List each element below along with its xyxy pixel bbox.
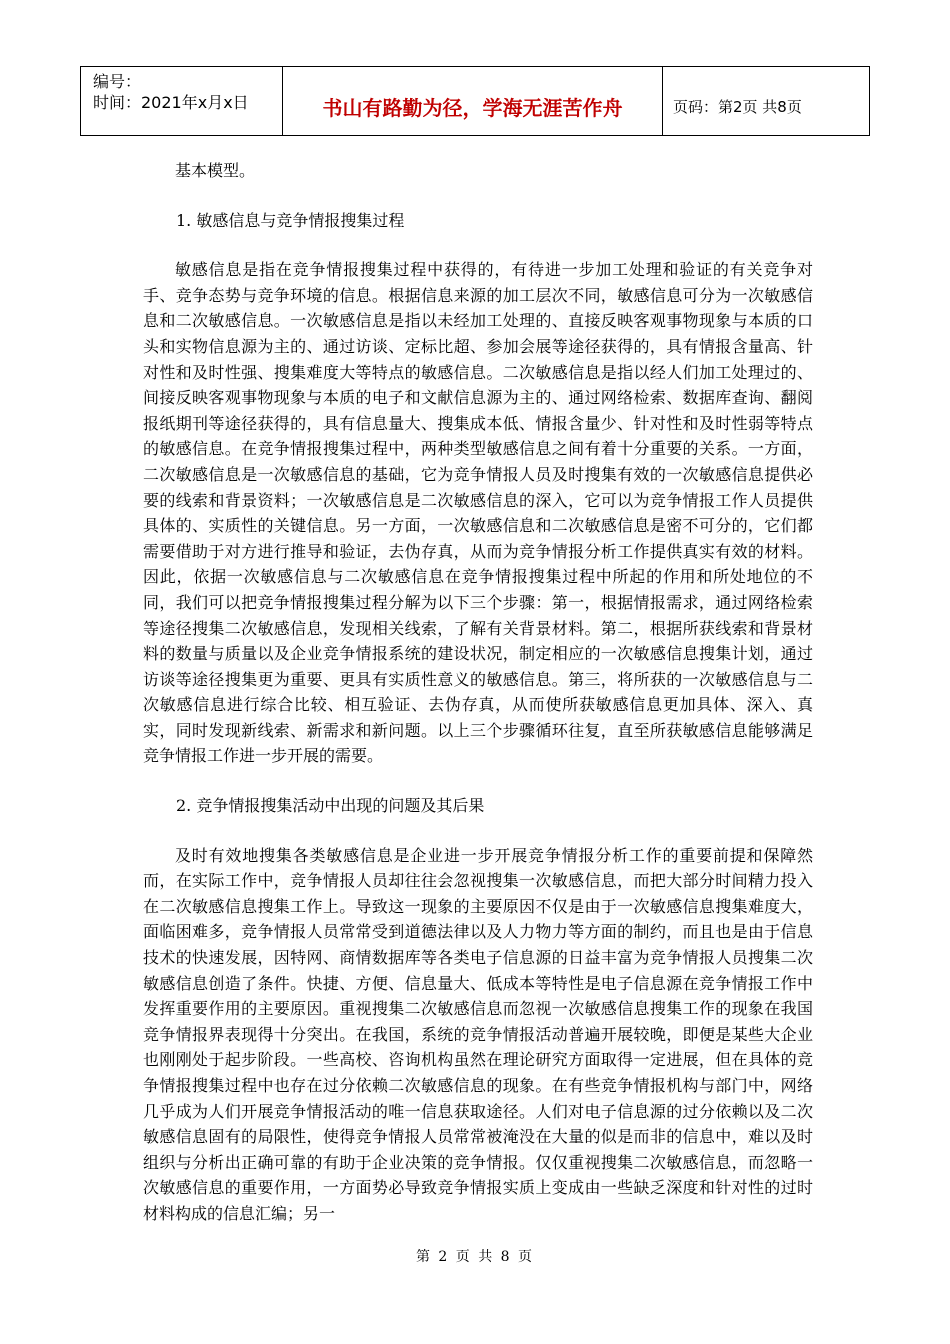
document-date-label: 时间：2021年x月x日 [93, 93, 249, 112]
section-2-paragraph: 及时有效地搜集各类敏感信息是企业进一步开展竞争情报分析工作的重要前提和保障然而，在实际工作中，竞争情报人员却往往会忽视搜集一次敏感信息，而把大部分时间精力投入在二次敏感信息搜集工作上。导致这一现象的主要原因不仅是由于一次敏感信息搜集难度大，面临困难多，竞争情报人员常常受到道德法律以及人力物力等方面的制约，而且也是由于信息技术的快速发展，因特网、商情数据库等各类电子信息源的日益丰富为竞争情报人员搜集二次敏感信息创造了条件。快捷、方便、信息量大、低成本等特性是电子信息源在竞争情报工作中发挥重要作用的主要原因。重视搜集二次敏感信息而忽视一次敏感信息搜集工作的现象在我国竞争情报界表现得十分突出。在我国，系统的竞争情报活动普遍开展较晚，即便是某些大企业也刚刚处于起步阶段。一些高校、咨询机构虽然在理论研究方面取得一定进展，但在具体的竞争情报搜集过程中也存在过分依赖二次敏感信息的现象。在有些竞争情报机构与部门中，网络几乎成为人们开展竞争情报活动的唯一信息获取途径。人们对电子信息源的过分依赖以及二次敏感信息固有的局限性，使得竞争情报人员常常被淹没在大量的似是而非的信息中，难以及时组织与分析出正确可靠的有助于企业决策的竞争情报。仅仅重视搜集二次敏感信息，而忽略一次敏感信息的重要作用，一方面势必导致竞争情报实质上变成由一些缺乏深度和针对性的过时材料构成的信息汇编；另一 [143, 845, 813, 1223]
section-2-heading: 2. 竞争情报搜集活动中出现的问题及其后果 [176, 796, 485, 816]
section-1-heading: 1. 敏感信息与竞争情报搜集过程 [176, 210, 405, 230]
document-number-label: 编号： [93, 72, 142, 91]
header-motto: 书山有路勤为径，学海无涯苦作舟 [283, 67, 663, 135]
section-1-paragraph: 敏感信息是指在竞争情报搜集过程中获得的，有待进一步加工处理和验证的有关竞争对手、竞争态势与竞争环境的信息。根据信息来源的加工层次不同，敏感信息可分为一次敏感信息和二次敏感信息。一次敏感信息是指以未经加工处理的、直接反映客观事物现象与本质的口头和实物信息源为主的、通过访谈、定标比超、参加会展等途径获得的，具有情报含量高、针对性和及时性强、搜集难度大等特点的敏感信息。二次敏感信息是指以经人们加工处理过的、间接反映客观事物现象与本质的电子和文献信息源为主的、通过网络检索、数据库查询、翻阅报纸期刊等途径获得的，具有信息量大、搜集成本低、情报含量少、针对性和及时性弱等特点的敏感信息。在竞争情报搜集过程中，两种类型敏感信息之间有着十分重要的关系。一方面，二次敏感信息是一次敏感信息的基础，它为竞争情报人员及时搜集有效的一次敏感信息提供必要的线索和背景资料；一次敏感信息是二次敏感信息的深入，它可以为竞争情报工作人员提供具体的、实质性的关键信息。另一方面，一次敏感信息和二次敏感信息是密不可分的，它们都需要借助于对方进行推导和验证，去伪存真，从而为竞争情报分析工作提供真实有效的材料。因此，依据一次敏感信息与二次敏感信息在竞争情报搜集过程中所起的作用和所处地位的不同，我们可以把竞争情报搜集过程分解为以下三个步骤：第一，根据情报需求，通过网络检索等途径搜集二次敏感信息，发现相关线索，了解有关背景材料。第二，根据所获线索和背景材料的数量与质量以及企业竞争情报系统的建设状况，制定相应的一次敏感信息搜集计划，通过访谈等途径搜集更为重要、更具有实质性意义的敏感信息。第三，将所获的一次敏感信息与二次敏感信息进行综合比较、相互验证、去伪存真，从而使所获敏感信息更加具体、深入、真实，同时发现新线索、新需求和新问题。以上三个步骤循环往复，直至所获敏感信息能够满足竞争情报工作进一步开展的需要。 [143, 260, 813, 766]
page-header [80, 66, 870, 136]
header-page-info: 页码：第2页 共8页 [673, 97, 802, 116]
page-footer: 第 2 页 共 8 页 [415, 1249, 535, 1265]
document-body [143, 158, 813, 1227]
header-meta-cell [81, 67, 283, 135]
intro-text: 基本模型。 [175, 161, 256, 180]
